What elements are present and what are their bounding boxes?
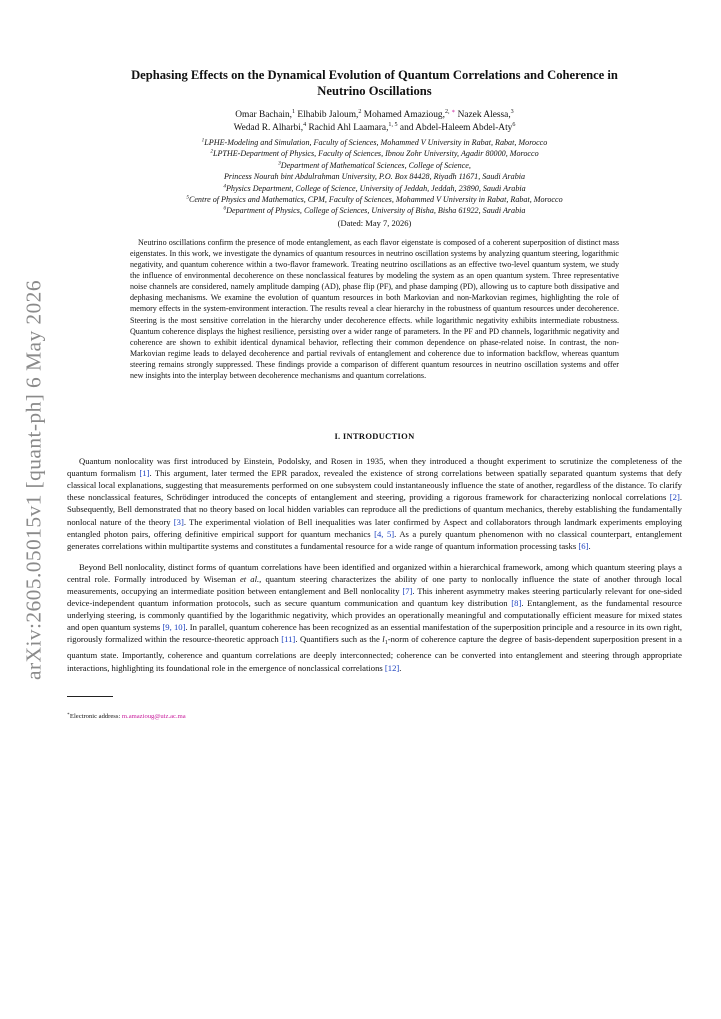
author-name: and Abdel-Haleem Abdel-Aty <box>399 123 513 133</box>
affiliation-sup: 3 <box>278 160 281 167</box>
affiliation-sup: 2 <box>210 148 213 155</box>
affiliation-item <box>67 205 682 216</box>
paragraph-text: . Quantifiers such as the <box>295 634 383 645</box>
citation-link[interactable]: [1] <box>139 468 150 479</box>
affiliation-text: Princess Nourah bint Abdulrahman University, P.O. Box 84428, Riyadh 11671, Saudi Arabia <box>223 172 526 182</box>
paragraph-text: -norm of coherence capture the degree of basis-dependent superposition present in a quantum state. Importantly, coherence and quantum correlations are deeply interconnected; coherence can be converted into entanglement and steering through appropriate interactions, highlighting its foundational role in the emergence of nonclassical correlations <box>67 634 682 673</box>
paragraph-text: , quantum steering characterizes the ability of one party to nonlocally influence the state of another through local measurements, occupying an intermediate position between entanglement and Bell nonlocality <box>67 573 682 596</box>
footnote-label: Electronic address: <box>69 712 122 720</box>
paper-page <box>67 0 682 720</box>
author-affil-sup: 4 <box>303 121 307 128</box>
footnote-star: ∗ <box>67 710 70 716</box>
intro-paragraph-1 <box>67 455 682 552</box>
affiliation-item <box>67 148 682 159</box>
affiliation-text: Department of Mathematical Sciences, College of Science, <box>280 160 471 170</box>
author-affil-sup-number: 2, <box>444 108 452 115</box>
citation-link[interactable]: [3] <box>173 516 184 527</box>
affiliation-text: LPTHE-Department of Physics, Faculty of Sciences, Ibnou Zohr University, Agadir 80000, Morocco <box>212 149 539 159</box>
dated-line: (Dated: May 7, 2026) <box>337 217 412 228</box>
author-name: Wedad R. Alharbi, <box>233 123 304 133</box>
author-affil-sup: 2 <box>358 108 362 115</box>
author-line-2 <box>67 122 682 135</box>
citation-link[interactable]: [4, 5] <box>374 528 395 539</box>
affiliation-item <box>67 137 682 148</box>
affiliation-text: LPHE-Modeling and Simulation, Faculty of Sciences, Mohammed V University in Rabat, Rabat, Morocco <box>204 138 548 147</box>
paragraph-text: . This inherent asymmetry makes steering particularly relevant for one-sided device-independent quantum information protocols, such as secure quantum communication and quantum key distribution <box>67 586 682 609</box>
affiliation-text: Centre of Physics and Mathematics, CPM, Faculty of Sciences, Mohammed V University in Rabat, Rabat, Morocco <box>188 195 563 205</box>
affiliation-sup: 6 <box>223 205 227 212</box>
corresponding-author-link[interactable]: ∗ <box>451 108 456 115</box>
paragraph-text: . Entanglement, as the fundamental resource underlying steering, is commonly quantified by the logarithmic negativity, which provides an operationally meaningful and computationally efficient measure for mixed states and open quantum systems <box>67 598 682 633</box>
paragraph-text: . This argument, later termed the EPR paradox, revealed the existence of strong correlations between spatially separated quantum systems that defy classical local explanations, suggesting that measurements performed on one subsystem could instantaneously influence the state of another, regardless of the distance. To clarify these nonclassical features, Schrödinger introduced the concepts of entanglement and steering, providing a rigorous framework for characterizing nonlocal correlations <box>67 468 682 503</box>
arxiv-identifier-sidebar <box>12 280 56 680</box>
author-affil-sup: 1, 5 <box>388 121 398 128</box>
affiliation-item <box>67 183 682 194</box>
affiliation-item <box>67 194 682 205</box>
affiliation-item <box>67 171 682 182</box>
affiliation-sup: 4 <box>223 182 226 189</box>
paragraph-text: . <box>399 662 402 673</box>
author-name: Nazek Alessa, <box>457 110 511 120</box>
et-al-italic: et al. <box>239 573 260 584</box>
citation-link[interactable]: [6] <box>578 540 589 551</box>
footnote <box>67 710 682 720</box>
paragraph-text: Quantum nonlocality was first introduced by Einstein, Podolsky, and Rosen in 1935, when they introduced a thought experiment to scrutinize the completeness of the quantum formalism <box>67 456 682 479</box>
affiliation-text: Department of Physics, College of Sciences, University of Bisha, Bisha 61922, Saudi Arabia <box>226 206 526 216</box>
author-list <box>67 109 682 135</box>
footnote-rule <box>67 696 113 697</box>
citation-link[interactable]: [12] <box>384 662 400 673</box>
citation-link[interactable]: [8] <box>511 598 522 609</box>
intro-paragraph-2 <box>67 561 682 674</box>
author-affil-sup: 3 <box>510 108 514 115</box>
arxiv-identifier-text: arXiv:2605.05015v1 [quant-ph] 6 May 2026 <box>21 280 46 680</box>
section-heading-introduction: I. INTRODUCTION <box>334 431 415 442</box>
citation-link[interactable]: [2] <box>669 492 680 503</box>
math-l1: l <box>382 634 385 645</box>
author-line-1 <box>67 109 682 122</box>
affiliation-item <box>67 160 682 171</box>
affiliation-sup: 1 <box>201 137 205 144</box>
paragraph-text: . <box>588 540 591 551</box>
paragraph-text: . The experimental violation of Bell inequalities was later confirmed by Aspect and collaborators through landmark experiments employing entangled photon pairs, offering definitive empirical support for quantum mechanics <box>67 516 682 539</box>
paragraph-text: . In parallel, quantum coherence has been recognized as an essential manifestation of the superposition principle and a resource in its own right, rigorously formalized within the resource-theoretic approach <box>67 622 682 645</box>
citation-link[interactable]: [7] <box>402 586 413 596</box>
affiliation-sup: 5 <box>186 194 189 201</box>
citation-link[interactable]: [9, 10] <box>162 622 186 633</box>
paper-title <box>67 67 682 99</box>
author-name: Mohamed Amazioug, <box>363 110 445 120</box>
paragraph-text: . As a purely quantum phenomenon with no classical counterpart, entanglement generates correlations within multipartite systems and constitutes a fundamental resource for a wide range of quantum information processing tasks <box>67 528 682 551</box>
author-affil-sup: 1 <box>292 108 296 115</box>
author-affil-sup: 6 <box>512 121 516 128</box>
paragraph-text: . Subsequently, Bell demonstrated that no theory based on local hidden variables can reproduce all the predictions of quantum mechanics, thereby establishing the fundamentally nonlocal nature of the theory <box>67 492 682 527</box>
author-name: Omar Bachain, <box>235 110 293 120</box>
author-name: Elhabib Jaloum, <box>297 110 359 120</box>
title-line-1: Dephasing Effects on the Dynamical Evolution of Quantum Correlations and Coherence in <box>131 68 618 82</box>
affiliation-list <box>67 137 682 217</box>
author-name: Rachid Ahl Laamara, <box>308 123 389 133</box>
paragraph-text: Beyond Bell nonlocality, distinct forms of quantum correlations have been identified and organized within a hierarchical framework, among which quantum steering plays a central role. Formally introduced by Wiseman <box>67 561 682 584</box>
author-affil-sup <box>445 109 455 115</box>
abstract: Neutrino oscillations confirm the presence of mode entanglement, as each flavor eigenstate is composed of a coherent superposition of distinct mass eigenstates. In this work, we investigate the dynamics of quantum resources in neutrino oscillation systems by analyzing quantum steering, logarithmic negativity, and quantum coherence within a two-flavor framework. Treating neutrino oscillations as an effective two-level quantum system, we study the influence of environmental decoherence on these nonclassical features by modeling the system as an open quantum system. Three representative noise channels are considered, namely amplitude damping (AD), phase flip (PF), and phase damping (PD), allowing us to capture both dissipative and dephasing mechanisms. We examine the evolution of quantum resources in both Markovian and non-Markovian regimes, highlighting the role of memory effects in the system-environment interaction. The results reveal a clear hierarchy in the robustness of quantum resources under decoherence. Steering is the most sensitive correlation in the hierarchy under decoherence effects. while logarithmic negativity exhibits intermediate robustness. Quantum coherence displays the highest resilience, persisting over a wider range of parameters. In the PF and PD channels, logarithmic negativity and coherence are shown to exhibit identical dynamical behavior, reflecting their common dependence on phase-related noise. In contrast, the non-Markovian regime leads to delayed decoherence and partial revivals of entanglement and coherence due to information backflow, whereas quantum steering remains strongly suppressed. These findings provide a comparison of different quantum resources in neutrino oscillation systems and offer new insights into the interplay between decoherence mechanisms and quantum correlations. <box>130 237 619 380</box>
citation-link[interactable]: [11] <box>281 634 296 645</box>
email-link[interactable]: m.amazioug@uiz.ac.ma <box>121 712 186 720</box>
affiliation-text: Physics Department, College of Science, University of Jeddah, Jeddah, 23890, Saudi Arabia <box>225 183 526 193</box>
math-subscript: 1 <box>384 640 388 647</box>
title-line-2: Neutrino Oscillations <box>317 84 432 98</box>
